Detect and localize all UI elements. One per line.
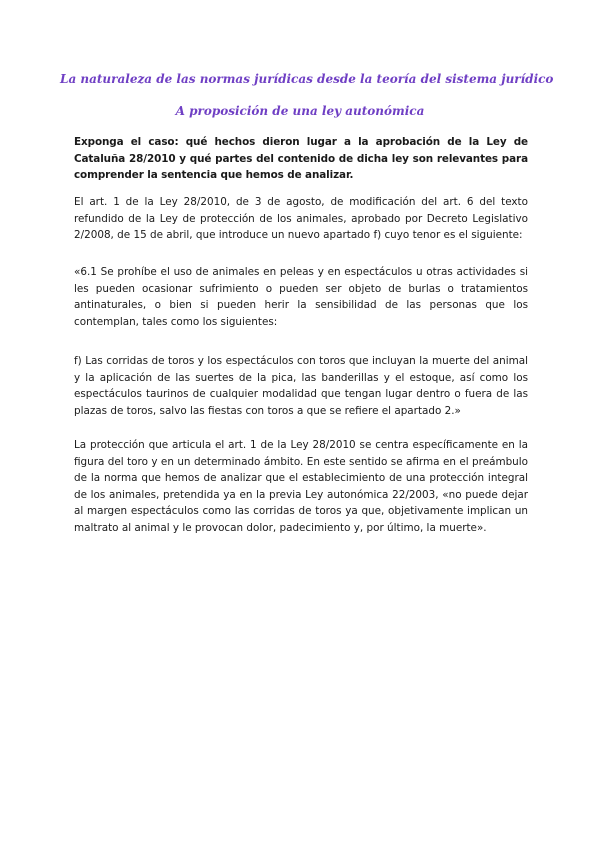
body-paragraph: El art. 1 de la Ley 28/2010, de 3 de agosto, de modificación del art. 6 del texto refundido de la Ley de protección de los animales, aprobado por Decreto Legislativo 2/2008, de 15 de abril, que introduce un nuevo apartado f) cuyo tenor es el siguiente:	[74, 196, 528, 241]
document-title: La naturaleza de las normas jurídicas desde la teoría del sistema jurídico	[60, 72, 554, 86]
quoted-paragraph: «6.1 Se prohíbe el uso de animales en peleas y en espectáculos u otras actividades si les pueden ocasionar sufrimiento o pueden ser objeto de burlas o tratamientos antinaturales, o bien si pueden herir la sensibilidad de las personas que los contemplan, tales como los siguientes:	[74, 266, 528, 328]
document-subtitle: A proposición de una ley autonómica	[175, 104, 425, 118]
quoted-paragraph: f) Las corridas de toros y los espectáculos con toros que incluyan la muerte del animal y la aplicación de las suertes de la pica, las banderillas y el estoque, así como los espectáculos taurinos de cualquier modalidad que tengan lugar dentro o fuera de las plazas de toros, salvo las fiestas con toros a que se refiere el apartado 2.»	[74, 355, 528, 417]
body-paragraph: La protección que articula el art. 1 de la Ley 28/2010 se centra específicamente en la figura del toro y en un determinado ámbito. En este sentido se afirma en el preámbulo de la norma que hemos de analizar que el establecimiento de una protección integral de los animales, pretendida ya en la previa Ley autonómica 22/2003, «no puede dejar al margen espectáculos como las corridas de toros ya que, objetivamente implican un maltrato al animal y le provocan dolor, padecimiento y, por último, la muerte».	[74, 439, 528, 534]
question-paragraph: Exponga el caso: qué hechos dieron lugar a la aprobación de la Ley de Cataluña 28/2010 y qué partes del contenido de dicha ley son relevantes para comprender la sentencia que hemos de analizar.	[74, 136, 528, 181]
